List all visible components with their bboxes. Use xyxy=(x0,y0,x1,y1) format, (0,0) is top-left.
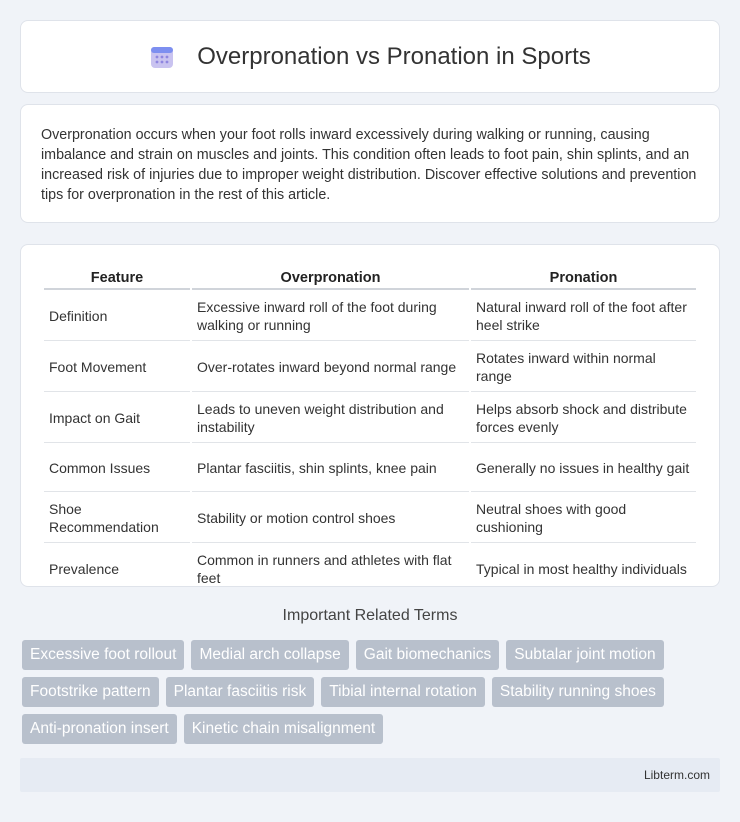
table-cell: Common Issues xyxy=(44,445,190,492)
page-title: Overpronation vs Pronation in Sports xyxy=(197,42,591,70)
table-cell: Definition xyxy=(44,292,190,341)
table-row xyxy=(44,494,696,543)
table-cell: Leads to uneven weight distribution and instability xyxy=(192,394,469,443)
related-term-tag[interactable]: Excessive foot rollout xyxy=(22,640,184,670)
table-row xyxy=(44,343,696,392)
page-footer xyxy=(20,758,720,792)
column-header: Pronation xyxy=(471,265,696,290)
intro-text: Overpronation occurs when your foot rolls inward excessively during walking or running, causing imbalance and strain on muscles and joints. This condition often leads to foot pain, shin splints, and an increased risk of injuries due to improper weight distribution. Discover effective solutions and prevention tips for overpronation in the rest of this article. xyxy=(41,127,697,203)
table-cell: Shoe Recommendation xyxy=(44,494,190,543)
related-term-tag[interactable]: Stability running shoes xyxy=(492,677,664,707)
related-term-tag[interactable]: Gait biomechanics xyxy=(356,640,500,670)
related-term-tag[interactable]: Anti-pronation insert xyxy=(22,714,177,744)
related-terms-list xyxy=(22,640,702,744)
table-cell: Foot Movement xyxy=(44,343,190,392)
related-term-tag[interactable]: Medial arch collapse xyxy=(191,640,348,670)
table-cell: Neutral shoes with good cushioning xyxy=(471,494,696,543)
table-header-row xyxy=(44,265,696,290)
calendar-icon xyxy=(149,44,175,70)
table-cell: Impact on Gait xyxy=(44,394,190,443)
related-term-tag[interactable]: Footstrike pattern xyxy=(22,677,159,707)
table-cell: Natural inward roll of the foot after heel strike xyxy=(471,292,696,341)
footer-site-link[interactable]: Libterm.com xyxy=(643,768,710,782)
related-term-tag[interactable]: Subtalar joint motion xyxy=(506,640,663,670)
related-term-tag[interactable]: Kinetic chain misalignment xyxy=(184,714,384,744)
table-cell: Stability or motion control shoes xyxy=(192,494,469,543)
table-row xyxy=(44,292,696,341)
column-header: Feature xyxy=(44,265,190,290)
table-cell: Over-rotates inward beyond normal range xyxy=(192,343,469,392)
table-cell: Rotates inward within normal range xyxy=(471,343,696,392)
table-row xyxy=(44,445,696,492)
related-terms-title: Important Related Terms xyxy=(282,607,458,624)
table-cell: Plantar fasciitis, shin splints, knee pain xyxy=(192,445,469,492)
related-term-tag[interactable]: Tibial internal rotation xyxy=(321,677,485,707)
table-cell: Excessive inward roll of the foot during walking or running xyxy=(192,292,469,341)
table-row xyxy=(44,545,696,593)
table-cell: Prevalence xyxy=(49,561,120,577)
comparison-table-card xyxy=(20,244,720,587)
comparison-table xyxy=(42,263,698,595)
page-header xyxy=(20,20,720,93)
table-cell: Helps absorb shock and distribute forces evenly xyxy=(471,394,696,443)
table-cell: Common in runners and athletes with flat feet xyxy=(197,552,452,586)
column-header: Overpronation xyxy=(192,265,469,290)
intro-section xyxy=(20,104,720,223)
table-cell: Typical in most healthy individuals xyxy=(476,561,687,577)
table-row xyxy=(44,394,696,443)
related-term-tag[interactable]: Plantar fasciitis risk xyxy=(166,677,315,707)
table-cell: Generally no issues in healthy gait xyxy=(471,445,696,492)
